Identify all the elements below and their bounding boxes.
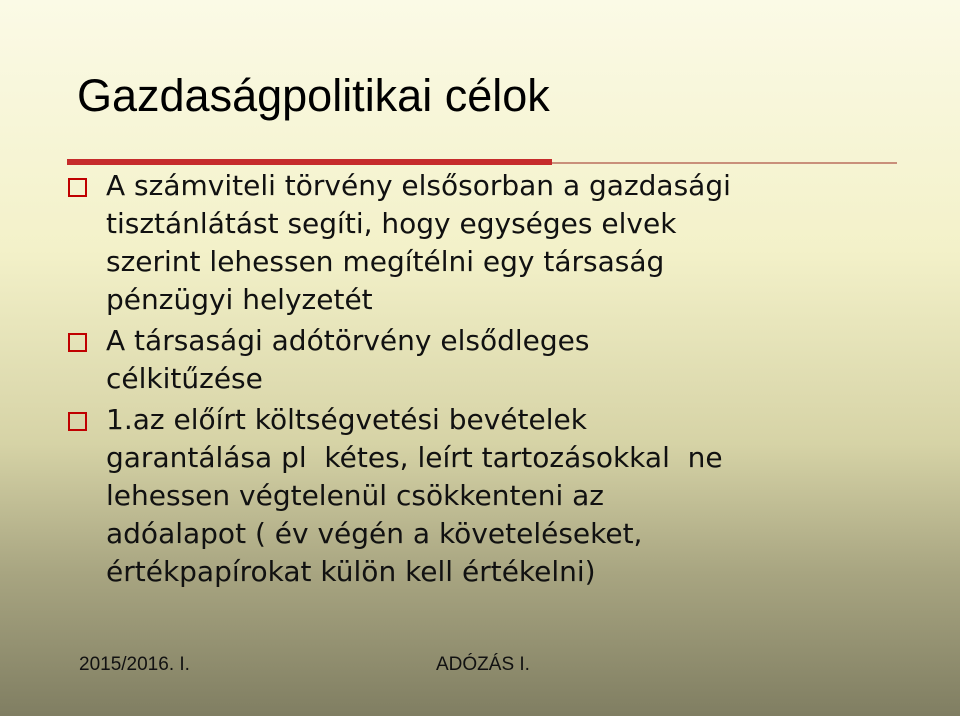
bullet-item — [68, 167, 948, 319]
bullet-text-line: szerint lehessen megítélni egy társaság — [106, 245, 665, 278]
bullet-text-line: A társasági adótörvény elsődleges — [106, 324, 590, 357]
slide-title: Gazdaságpolitikai célok — [77, 70, 550, 121]
hollow-square-icon — [68, 333, 87, 352]
bullet-item — [68, 322, 948, 398]
hollow-square-icon — [68, 412, 87, 431]
bullet-text-line: célkitűzése — [106, 362, 263, 395]
footer-course: ADÓZÁS I. — [436, 654, 530, 675]
bullet-text-line: lehessen végtelenül csökkenteni az — [106, 479, 604, 512]
bullet-text-line: tisztánlátást segíti, hogy egységes elvek — [106, 207, 677, 240]
bullet-text-line: 1.az előírt költségvetési bevételek — [106, 403, 587, 436]
footer-date: 2015/2016. I. — [79, 654, 190, 675]
title-divider-accent — [67, 159, 552, 165]
bullet-item — [68, 401, 948, 591]
bullet-text-line: értékpapírokat külön kell értékelni) — [106, 555, 596, 588]
bullet-list — [68, 167, 948, 591]
hollow-square-icon — [68, 178, 87, 197]
bullet-text-line: garantálása pl kétes, leírt tartozásokkal ne — [106, 441, 723, 474]
bullet-text-line: adóalapot ( év végén a követeléseket, — [106, 517, 643, 550]
bullet-text-line: pénzügyi helyzetét — [106, 283, 373, 316]
bullet-text-line: A számviteli törvény elsősorban a gazdasági — [106, 169, 731, 202]
